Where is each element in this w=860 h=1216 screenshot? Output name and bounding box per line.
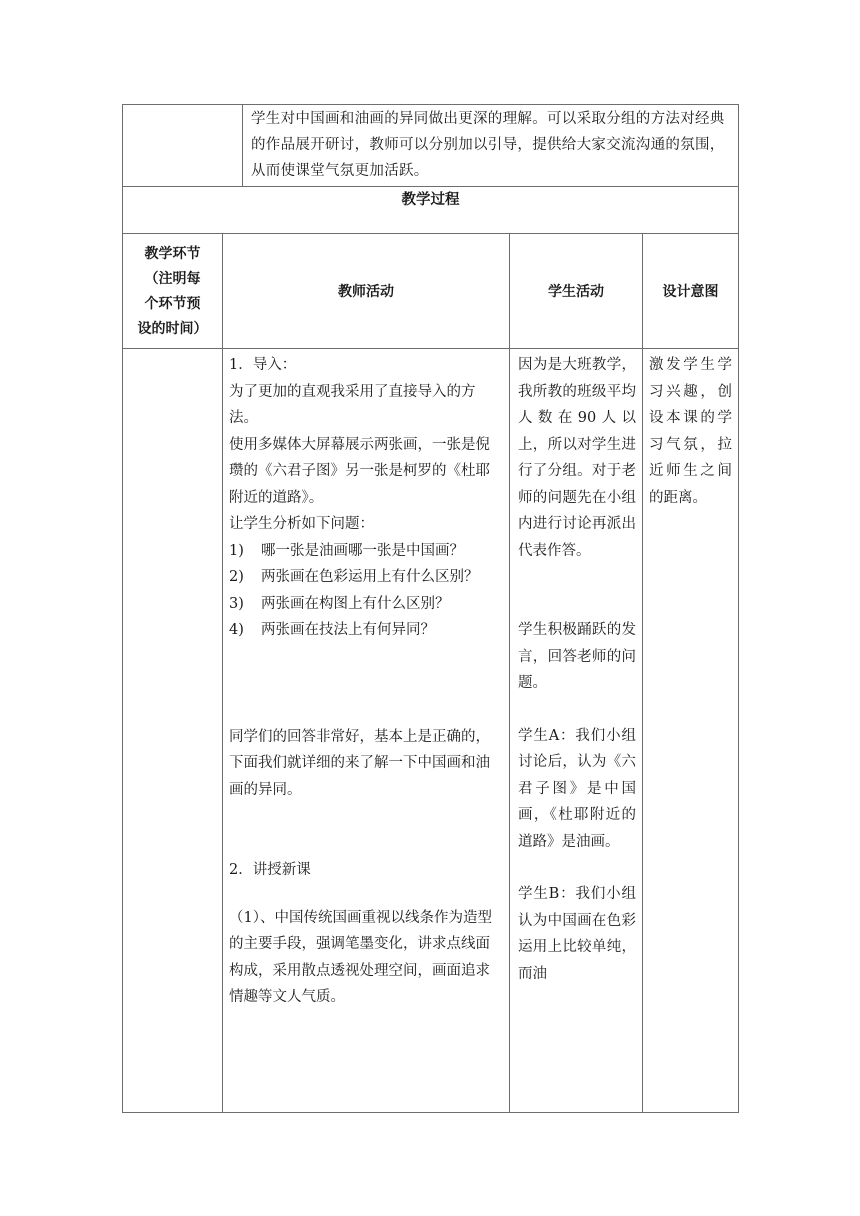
student-paragraph: 因为是大班教学，我所教的班级平均人数在90人以上，所以对学生进行了分组。对于老师的问题先在小组内进行讨论再派出代表作答。 (518, 357, 636, 559)
teacher-step-2: 2．讲授新课 (229, 862, 311, 878)
student-paragraph: 学生积极踊跃的发言，回答老师的问题。 (518, 622, 636, 691)
stage-cell (123, 349, 223, 1113)
header-stage-line: 个环节预 (144, 296, 201, 312)
top-row-label-cell (123, 105, 243, 187)
question-item (229, 591, 501, 618)
student-activity-cell (510, 349, 643, 1113)
student-paragraph: 学生A：我们小组讨论后，认为《六君子图》是中国画，《杜耶附近的道路》是油画。 (518, 727, 636, 850)
body-row (123, 349, 739, 1113)
header-student: 学生活动 (510, 234, 643, 349)
header-stage-line: 教学环节 (144, 246, 201, 262)
question-text: 两张画在色彩运用上有什么区别？ (261, 569, 479, 585)
top-row-text-cell (243, 105, 739, 187)
design-intent-cell (643, 349, 739, 1113)
student-paragraph: 学生B：我们小组认为中国画在色彩运用上比较单纯，而油 (518, 886, 636, 982)
question-number: 2) (229, 569, 244, 585)
header-stage-line: 设的时间） (137, 321, 208, 337)
section-title: 教学过程 (123, 187, 739, 234)
header-stage-line: （注明每 (144, 271, 201, 287)
top-table (122, 104, 739, 234)
process-table (122, 233, 739, 1113)
teacher-paragraph: 让学生分析如下问题： (229, 516, 374, 532)
intent-paragraph: 激发学生学习兴趣，创设本课的学习气氛，拉近师生之间的距离。 (649, 357, 732, 506)
question-number: 1) (229, 542, 244, 559)
header-row (123, 234, 739, 349)
teacher-paragraph: 同学们的回答非常好，基本上是正确的，下面我们就详细的来了解一下中国画和油画的异同。 (229, 728, 490, 798)
header-stage (123, 234, 223, 349)
teacher-paragraph: （1）、中国传统国画重视以线条作为造型的主要手段，强调笔墨变化，讲求点线面构成，采用散点透视处理空间，画面追求情趣等文人气质。 (229, 909, 492, 1005)
teacher-paragraph: 使用多媒体大屏幕展示两张画，一张是倪瓒的《六君子图》另一张是柯罗的《杜耶附近的道路》。 (229, 436, 490, 506)
question-text: 哪一张是油画哪一张是中国画？ (261, 542, 464, 559)
teacher-step-1: 1．导入： (229, 357, 297, 373)
header-intent: 设计意图 (643, 234, 739, 349)
header-teacher: 教师活动 (223, 234, 510, 349)
question-number: 4) (229, 622, 244, 638)
lesson-plan-sheet (122, 104, 738, 1113)
question-item (229, 564, 501, 591)
question-text: 两张画在构图上有什么区别？ (261, 595, 450, 612)
question-number: 3) (229, 595, 244, 612)
top-row-text: 学生对中国画和油画的异同做出更深的理解。可以采取分组的方法对经典的作品展开研讨，教师可以分别加以引导，提供给大家交流沟通的氛围，从而使课堂气氛更加活跃。 (251, 111, 725, 179)
question-text: 两张画在技法上有何异同？ (261, 622, 435, 638)
top-row (123, 105, 739, 187)
question-item (229, 617, 501, 644)
section-title-row (123, 187, 739, 234)
question-item (229, 538, 501, 565)
teacher-activity-cell (223, 349, 510, 1113)
teacher-paragraph: 为了更加的直观我采用了直接导入的方法。 (229, 383, 476, 426)
